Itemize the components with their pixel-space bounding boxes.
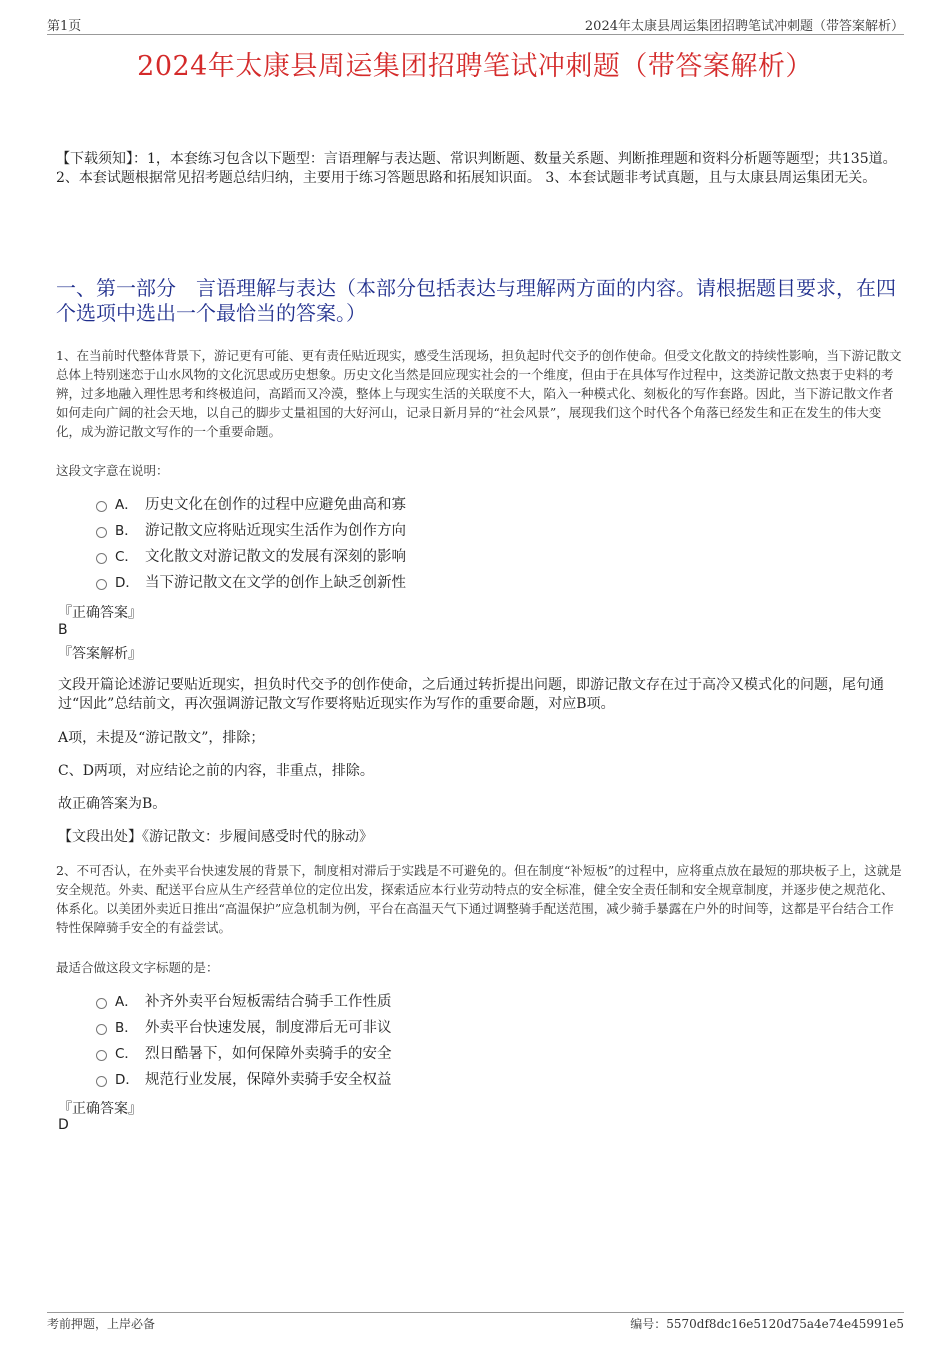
header-doc-title: 2024年太康县周运集团招聘笔试冲刺题（带答案解析） [584,19,904,34]
page-number: 第1页 [47,19,82,34]
question-1-prompt: 这段文字意在说明： [56,463,169,478]
document-title: 2024年太康县周运集团招聘笔试冲刺题（带答案解析） [137,51,813,82]
radio-icon[interactable] [96,579,107,590]
question-2-options [96,989,856,1093]
radio-icon[interactable] [96,1076,107,1087]
question-2-answer-label: 『正确答案』 [58,1101,142,1117]
footer-divider [47,1312,904,1314]
radio-icon[interactable] [96,527,107,538]
question-1-analysis-para-3: C、D两项，对应结论之前的内容，非重点，排除。 [58,763,374,779]
footer-slogan: 考前押题，上岸必备 [47,1317,156,1331]
section-title: 一、第一部分 言语理解与表达（本部分包括表达与理解两方面的内容。请根据题目要求，在四个选项中选出一个最恰当的答案。） [56,276,896,325]
download-notice: 【下载须知】：1，本套练习包含以下题型：言语理解与表达题、常识判断题、数量关系题、判断推理题和资料分析题等题型；共135道。 2、本套试题根据常见招考题总结归纳，主要用于练习答题思路和拓展知识面。 3、本套试题非考试真题，且与太康县周运集团无关。 [56,151,897,186]
question-2-option-d[interactable]: D． 规范行业发展，保障外卖骑手安全权益 [96,1067,856,1093]
question-1-option-b[interactable]: B． 游记散文应将贴近现实生活作为创作方向 [96,518,856,544]
radio-icon[interactable] [96,1024,107,1035]
question-1-analysis-label: 『答案解析』 [58,646,142,662]
footer-doc-id: 编号：5570df8dc16e5120d75a4e74e45991e5 [630,1317,904,1331]
question-1-analysis-para-2: A项，未提及“游记散文”，排除； [58,730,265,746]
page-header [47,14,904,35]
question-2-prompt: 最适合做这段文字标题的是： [56,960,219,975]
radio-icon[interactable] [96,501,107,512]
question-2-passage: 2、不可否认，在外卖平台快速发展的背景下，制度相对滞后于实践是不可避免的。但在制度“补短板”的过程中，应将重点放在最短的那块板子上，这就是安全规范。外卖、配送平台应从生产经营单位的定位出发，探索适应本行业劳动特点的安全标准，健全安全责任制和安全规章制度，并逐步使之规范化、体系化。以美团外卖近日推出“高温保护”应急机制为例，平台在高温天气下通过调整骑手配送范围，减少骑手暴露在户外的时间等，这都是平台结合工作特性保障骑手安全的有益尝试。 [56,863,902,935]
question-1-passage: 1、在当前时代整体背景下，游记更有可能、更有责任贴近现实，感受生活现场，担负起时代交予的创作使命。但受文化散文的持续性影响，当下游记散文总体上特别迷恋于山水风物的文化沉思或历史想象。历史文化当然是回应现实社会的一个维度，但由于在具体写作过程中，这类游记散文热衷于史料的考辨，过多地融入理性思考和终极追问，高蹈而又冷漠，整体上与现实生活的关联度不大，陷入一种模式化、刻板化的写作套路。因此，当下游记散文作者如何走向广阔的社会天地，以自己的脚步丈量祖国的大好河山，记录日新月异的“社会风景”，展现我们这个时代各个角落已经发生和正在发生的伟大变化，成为游记散文写作的一个重要命题。 [56,348,902,439]
question-2-option-a[interactable]: A． 补齐外卖平台短板需结合骑手工作性质 [96,989,856,1015]
question-2-answer: D [58,1117,69,1133]
question-2-option-c[interactable]: C． 烈日酷暑下，如何保障外卖骑手的安全 [96,1041,856,1067]
question-1-analysis-para-1: 文段开篇论述游记要贴近现实，担负时代交予的创作使命，之后通过转折提出问题，即游记散文存在过于高冷又模式化的问题，尾句通过“因此”总结前文，再次强调游记散文写作要将贴近现实作为写作的重要命题，对应B项。 [58,677,884,712]
question-1-option-a[interactable]: A． 历史文化在创作的过程中应避免曲高和寡 [96,492,856,518]
question-1-answer: B [58,622,68,638]
radio-icon[interactable] [96,998,107,1009]
question-1-source: 【文段出处】《游记散文：步履间感受时代的脉动》 [58,829,373,845]
question-1-option-d[interactable]: D． 当下游记散文在文学的创作上缺乏创新性 [96,570,856,596]
radio-icon[interactable] [96,553,107,564]
question-1-answer-label: 『正确答案』 [58,605,142,621]
question-1-option-c[interactable]: C． 文化散文对游记散文的发展有深刻的影响 [96,544,856,570]
radio-icon[interactable] [96,1050,107,1061]
question-1-analysis-para-4: 故正确答案为B。 [58,796,167,812]
question-2-option-b[interactable]: B． 外卖平台快速发展，制度滞后无可非议 [96,1015,856,1041]
question-1-options [96,492,856,596]
